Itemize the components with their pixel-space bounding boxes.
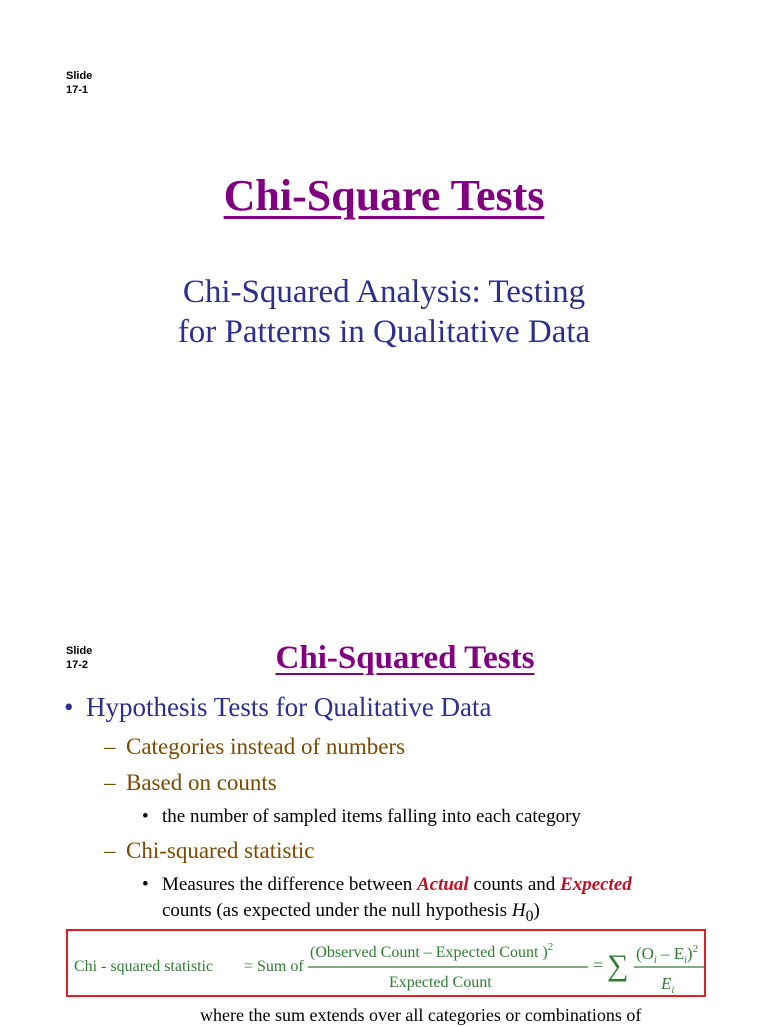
sub-bullet-categories xyxy=(104,732,405,762)
bullet-hypothesis-tests xyxy=(64,690,492,724)
emphasis-actual: Actual xyxy=(416,874,469,895)
detail-text: the number of sampled items falling into each category xyxy=(162,806,581,827)
rhs-exponent: 2 xyxy=(692,943,699,955)
slide1-subtitle xyxy=(0,272,768,352)
footer-where-text: where the sum extends over all categories or combinations of xyxy=(200,1005,642,1025)
null-hypothesis-h: H xyxy=(511,900,526,921)
emphasis-expected: Expected xyxy=(560,874,632,895)
dash-icon: – xyxy=(104,838,116,863)
sub-bullet-text: Based on counts xyxy=(126,770,277,795)
bullet-dot-icon: • xyxy=(142,874,149,895)
numerator-exponent: 2 xyxy=(547,941,554,953)
bullet-dot-icon: • xyxy=(64,692,74,722)
slide-index: 17-1 xyxy=(66,84,89,96)
formula-numerator xyxy=(310,941,553,961)
rhs-sub-i3: i xyxy=(671,985,675,996)
formula-lhs: Chi - squared statistic xyxy=(74,958,214,975)
formula-rhs-numerator xyxy=(636,943,698,966)
formula-denominator: Expected Count xyxy=(389,974,492,991)
formula-box xyxy=(66,929,706,997)
detail-bullet-measures-line2 xyxy=(162,898,540,930)
slide1-title: Chi-Square Tests xyxy=(223,171,545,220)
formula-eq-sum-of: = Sum of xyxy=(244,958,304,975)
formula-eq2: = xyxy=(593,955,604,975)
detail-bullet-measures xyxy=(142,872,632,898)
slide-label: Slide xyxy=(66,70,93,82)
sum-icon: ∑ xyxy=(607,949,629,982)
detail-text-3: counts (as expected under the null hypothesis xyxy=(162,900,512,921)
detail-bullet-counts xyxy=(142,804,581,830)
sub-bullet-counts xyxy=(104,768,277,798)
slide-index: 17-2 xyxy=(66,659,89,671)
formula-rhs-denominator xyxy=(660,974,674,996)
bullet-dot-icon: • xyxy=(142,806,149,827)
subtitle-line-2: for Patterns in Qualitative Data xyxy=(177,314,591,350)
bullet-text: Hypothesis Tests for Qualitative Data xyxy=(86,692,492,722)
formula-svg xyxy=(68,931,708,999)
detail-text-2: counts and xyxy=(468,874,561,895)
numerator-text: (Observed Count – Expected Count ) xyxy=(310,944,548,961)
rhs-close: ) xyxy=(686,944,693,963)
rhs-sub-i1: i xyxy=(653,955,657,966)
slide2-title: Chi-Squared Tests xyxy=(275,640,535,676)
rhs-minus-e: – E xyxy=(656,944,685,963)
rhs-e: E xyxy=(661,974,672,993)
rhs-o: (O xyxy=(636,944,654,963)
sub-bullet-text: Categories instead of numbers xyxy=(126,734,406,759)
detail-close: ) xyxy=(533,900,540,921)
subtitle-line-1: Chi-Squared Analysis: Testing xyxy=(182,274,586,310)
sub-bullet-text: Chi-squared statistic xyxy=(126,838,315,863)
slide-label: Slide xyxy=(66,645,93,657)
dash-icon: – xyxy=(104,770,116,795)
detail-text-1: Measures the difference between xyxy=(162,874,417,895)
slide-number-1 xyxy=(66,69,92,97)
dash-icon: – xyxy=(104,734,116,759)
null-hypothesis-sub: 0 xyxy=(525,907,534,925)
rhs-sub-i2: i xyxy=(684,955,687,966)
sub-bullet-chi-squared xyxy=(104,836,314,866)
